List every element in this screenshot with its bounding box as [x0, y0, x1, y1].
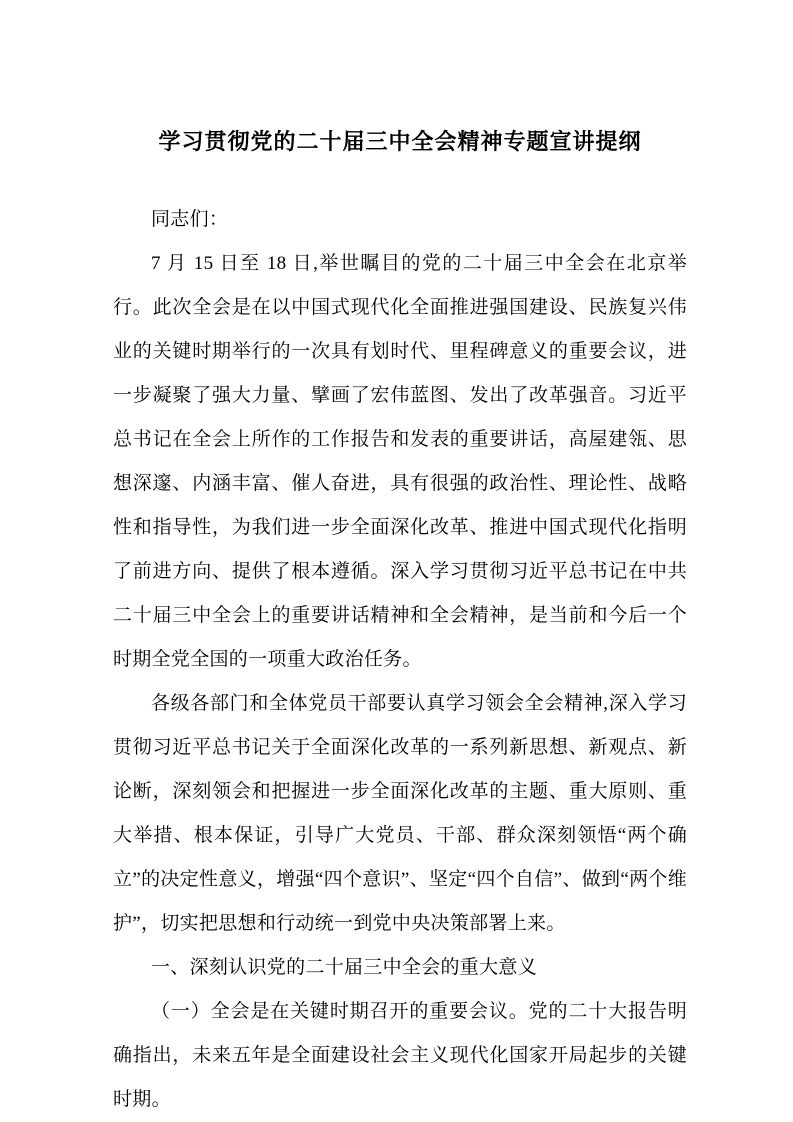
paragraph-intro: 7 月 15 日至 18 日,举世瞩目的党的二十届三中全会在北京举行。此次全会是在以中国式现代化全面推进强国建设、民族复兴伟业的关键时期举行的一次具有划时代、里程碑意义的重要会议，进一步凝聚了强大力量、擘画了宏伟蓝图、发出了改革强音。习近平总书记在全会上所作的工作报告和发表的重要讲话，高屋建瓴、思想深邃、内涵丰富、催人奋进，具有很强的政治性、理论性、战略性和指导性，为我们进一步全面深化改革、推进中国式现代化指明了前进方向、提供了根本遵循。深入学习贯彻习近平总书记在中共二十届三中全会上的重要讲话精神和全会精神，是当前和今后一个时期全党全国的一项重大政治任务。 [113, 253, 687, 670]
section-heading-1: 一、深刻认识党的二十届三中全会的重大意义 [151, 957, 538, 978]
paragraph-subpoint-1: （一）全会是在关键时期召开的重要会议。党的二十大报告明确指出，未来五年是全面建设社会主义现代化国家开局起步的关键时期。 [113, 1001, 687, 1110]
document-title: 学习贯彻党的二十届三中全会精神专题宣讲提纲 [158, 129, 642, 154]
paragraph-requirements: 各级各部门和全体党员干部要认真学习领会全会精神,深入学习贯彻习近平总书记关于全面深化改革的一系列新思想、新观点、新论断，深刻领会和把握进一步全面深化改革的主题、重大原则、重大举措、根本保证，引导广大党员、干部、群众深刻领悟“两个确立”的决定性意义，增强“四个意识”、坚定“四个自信”、做到“两个维护”，切实把思想和行动统一到党中央决策部署上来。 [113, 693, 687, 934]
salutation: 同志们： [151, 209, 229, 230]
